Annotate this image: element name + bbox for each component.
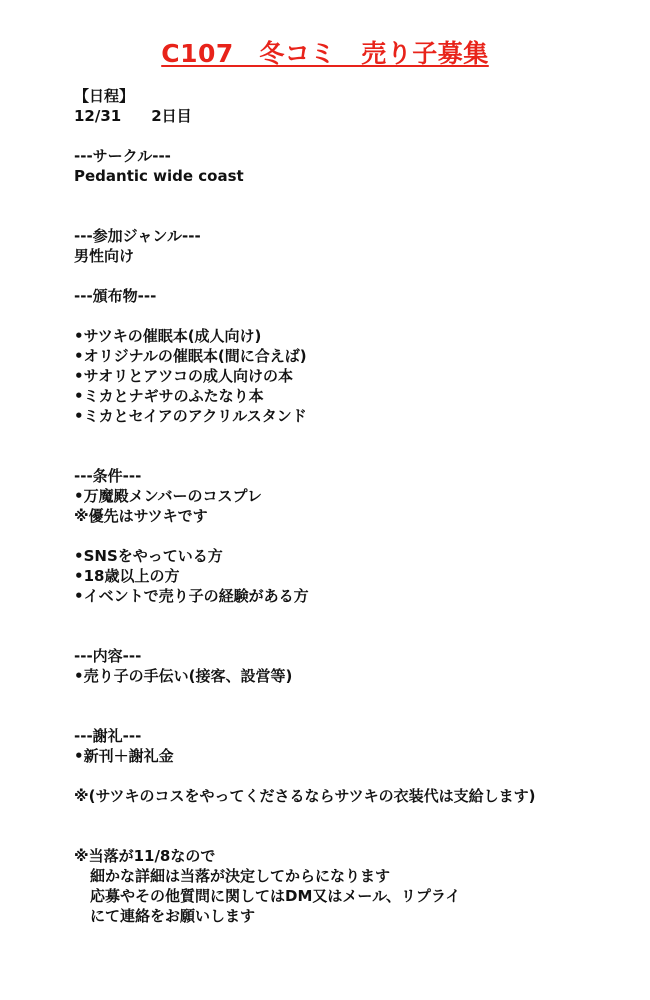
footer-note: ※当落が11/8なので [74, 847, 216, 865]
condition-note: ※優先はサツキです [74, 507, 208, 525]
schedule-value: 12/31 2日目 [74, 107, 192, 125]
conditions-heading: ---条件--- [74, 467, 142, 485]
condition-item: •18歳以上の方 [74, 567, 180, 585]
schedule-heading: 【日程】 [74, 87, 135, 105]
footer-line: にて連絡をお願いします [90, 907, 256, 925]
reward-note: ※(サツキのコスをやってくださるならサツキの衣装代は支給します) [74, 787, 536, 805]
genre-value: 男性向け [74, 247, 135, 265]
distribution-heading: ---頒布物--- [74, 287, 157, 305]
circle-value: Pedantic wide coast [74, 167, 244, 185]
duties-heading: ---内容--- [74, 647, 142, 665]
duty-item: •売り子の手伝い(接客、設営等) [74, 667, 293, 685]
distribution-item: •サツキの催眠本(成人向け) [74, 327, 262, 345]
condition-item: •SNSをやっている方 [74, 547, 223, 565]
distribution-item: •オリジナルの催眠本(間に合えば) [74, 347, 307, 365]
reward-heading: ---謝礼--- [74, 727, 142, 745]
reward-item: •新刊＋謝礼金 [74, 747, 174, 765]
distribution-item: •ミカとナギサのふたなり本 [74, 387, 264, 405]
distribution-item: •ミカとセイアのアクリルスタンド [74, 407, 307, 425]
distribution-item: •サオリとアツコの成人向けの本 [74, 367, 293, 385]
circle-heading: ---サークル--- [74, 147, 171, 165]
footer-line: 応募やその他質問に関してはDM又はメール、リプライ [90, 887, 461, 905]
recruitment-body [74, 86, 634, 926]
condition-item: •イベントで売り子の経験がある方 [74, 587, 309, 605]
genre-heading: ---参加ジャンル--- [74, 227, 201, 245]
condition-item: •万魔殿メンバーのコスプレ [74, 487, 262, 505]
page-title: C107 冬コミ 売り子募集 [161, 39, 489, 68]
footer-line: 細かな詳細は当落が決定してからになります [90, 867, 391, 885]
